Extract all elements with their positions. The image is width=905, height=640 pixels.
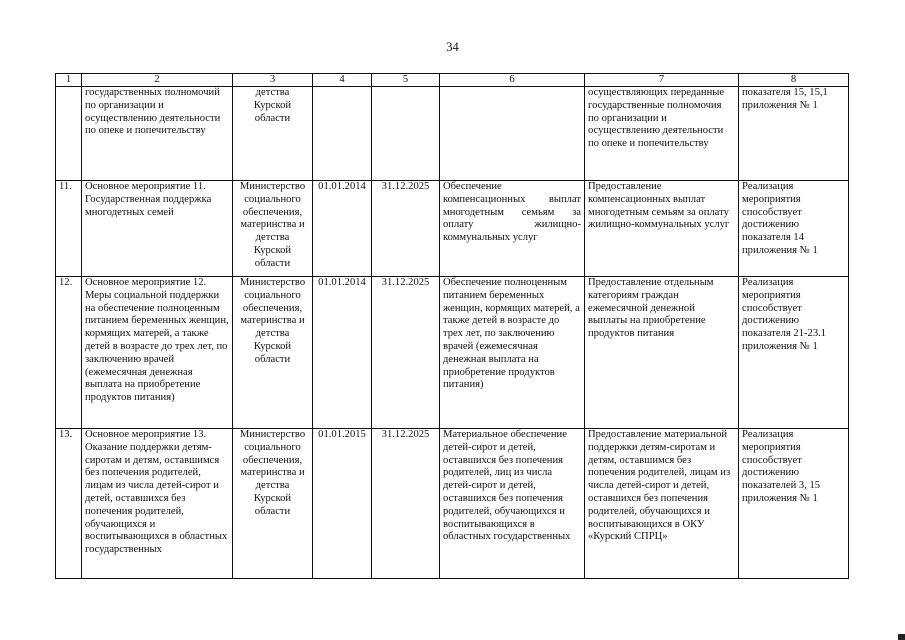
header-cell: 4 (313, 74, 372, 87)
header-cell: 2 (82, 74, 233, 87)
start-date: 01.01.2014 (313, 277, 372, 429)
start-date: 01.01.2015 (313, 429, 372, 579)
non-implementation-consequence: осуществляющих переданные государственные полномочия по организации и осуществлению деятельности по опеке и попечительству (585, 87, 739, 181)
measure-name: Основное мероприятие 13. Оказание поддержки детям-сиротам и детям, оставшимся без попечения родителей, лицам из числа детей-сирот и детей, оставшихся без попечения родителей, обучающихся и воспитывающихся в областных государственных (82, 429, 233, 579)
responsible-executor: детства Курской области (233, 87, 313, 181)
header-cell: 7 (585, 74, 739, 87)
non-implementation-consequence: Предоставление материальной поддержки детям-сиротам и детям, оставшимся без попечения родителей, лицам из числа детей-сирот и детей, оставшихся без попечения родителей, обучающихся и воспитывающихся в ОКУ «Курский СПРЦ» (585, 429, 739, 579)
header-cell: 5 (372, 74, 440, 87)
header-cell: 3 (233, 74, 313, 87)
responsible-executor: Министерство социального обеспечения, материнства и детства Курской области (233, 429, 313, 579)
indicator-link: Реализация мероприятия способствует достижению показателей 3, 15 приложения № 1 (739, 429, 849, 579)
start-date (313, 87, 372, 181)
row-number: 11. (56, 181, 82, 277)
end-date: 31.12.2025 (372, 277, 440, 429)
expected-result (440, 87, 585, 181)
end-date: 31.12.2025 (372, 429, 440, 579)
non-implementation-consequence: Предоставление компенсационных выплат многодетным семьям за оплату жилищно-коммунальных услуг (585, 181, 739, 277)
responsible-executor: Министерство социального обеспечения, материнства и детства Курской области (233, 277, 313, 429)
table-row (56, 181, 849, 277)
column-number-row (56, 74, 849, 87)
end-date (372, 87, 440, 181)
header-cell: 8 (739, 74, 849, 87)
expected-result: Обеспечение компенсационных выплат многодетным семьям за оплату жилищно-коммунальных услуг (440, 181, 585, 277)
header-cell: 1 (56, 74, 82, 87)
table-row (56, 87, 849, 181)
indicator-link: Реализация мероприятия способствует достижению показателя 21-23.1 приложения № 1 (739, 277, 849, 429)
row-number (56, 87, 82, 181)
measure-name: государственных полномочий по организации и осуществлению деятельности по опеке и попечительству (82, 87, 233, 181)
indicator-link: показателя 15, 15,1 приложения № 1 (739, 87, 849, 181)
row-number: 12. (56, 277, 82, 429)
page-number: 34 (446, 40, 459, 54)
header-cell: 6 (440, 74, 585, 87)
table-row (56, 277, 849, 429)
end-date: 31.12.2025 (372, 181, 440, 277)
expected-result: Обеспечение полноценным питанием беременных женщин, кормящих матерей, а также детей в возрасте до трех лет, по заключению врачей (ежемесячная денежная выплата на приобретение продуктов питания) (440, 277, 585, 429)
responsible-executor: Министерство социального обеспечения, материнства и детства Курской области (233, 181, 313, 277)
program-measures-table (55, 73, 849, 579)
non-implementation-consequence: Предоставление отдельным категориям граждан ежемесячной денежной выплаты на приобретение продуктов питания (585, 277, 739, 429)
start-date: 01.01.2014 (313, 181, 372, 277)
measure-name: Основное мероприятие 11. Государственная поддержка многодетных семей (82, 181, 233, 277)
measure-name: Основное мероприятие 12. Меры социальной поддержки на обеспечение полноценным питанием беременных женщин, кормящих матерей, а также детей в возрасте до трех лет, по заключению врачей (ежемесячная денежная выплата на приобретение продуктов питания) (82, 277, 233, 429)
indicator-link: Реализация мероприятия способствует достижению показателя 14 приложения № 1 (739, 181, 849, 277)
table-row (56, 429, 849, 579)
expected-result: Материальное обеспечение детей-сирот и детей, оставшихся без попечения родителей, лиц из числа детей-сирот и детей, оставшихся без попечения родителей, обучающихся и воспитывающихся в областных государственных (440, 429, 585, 579)
row-number: 13. (56, 429, 82, 579)
scan-edge-mark (898, 634, 905, 640)
